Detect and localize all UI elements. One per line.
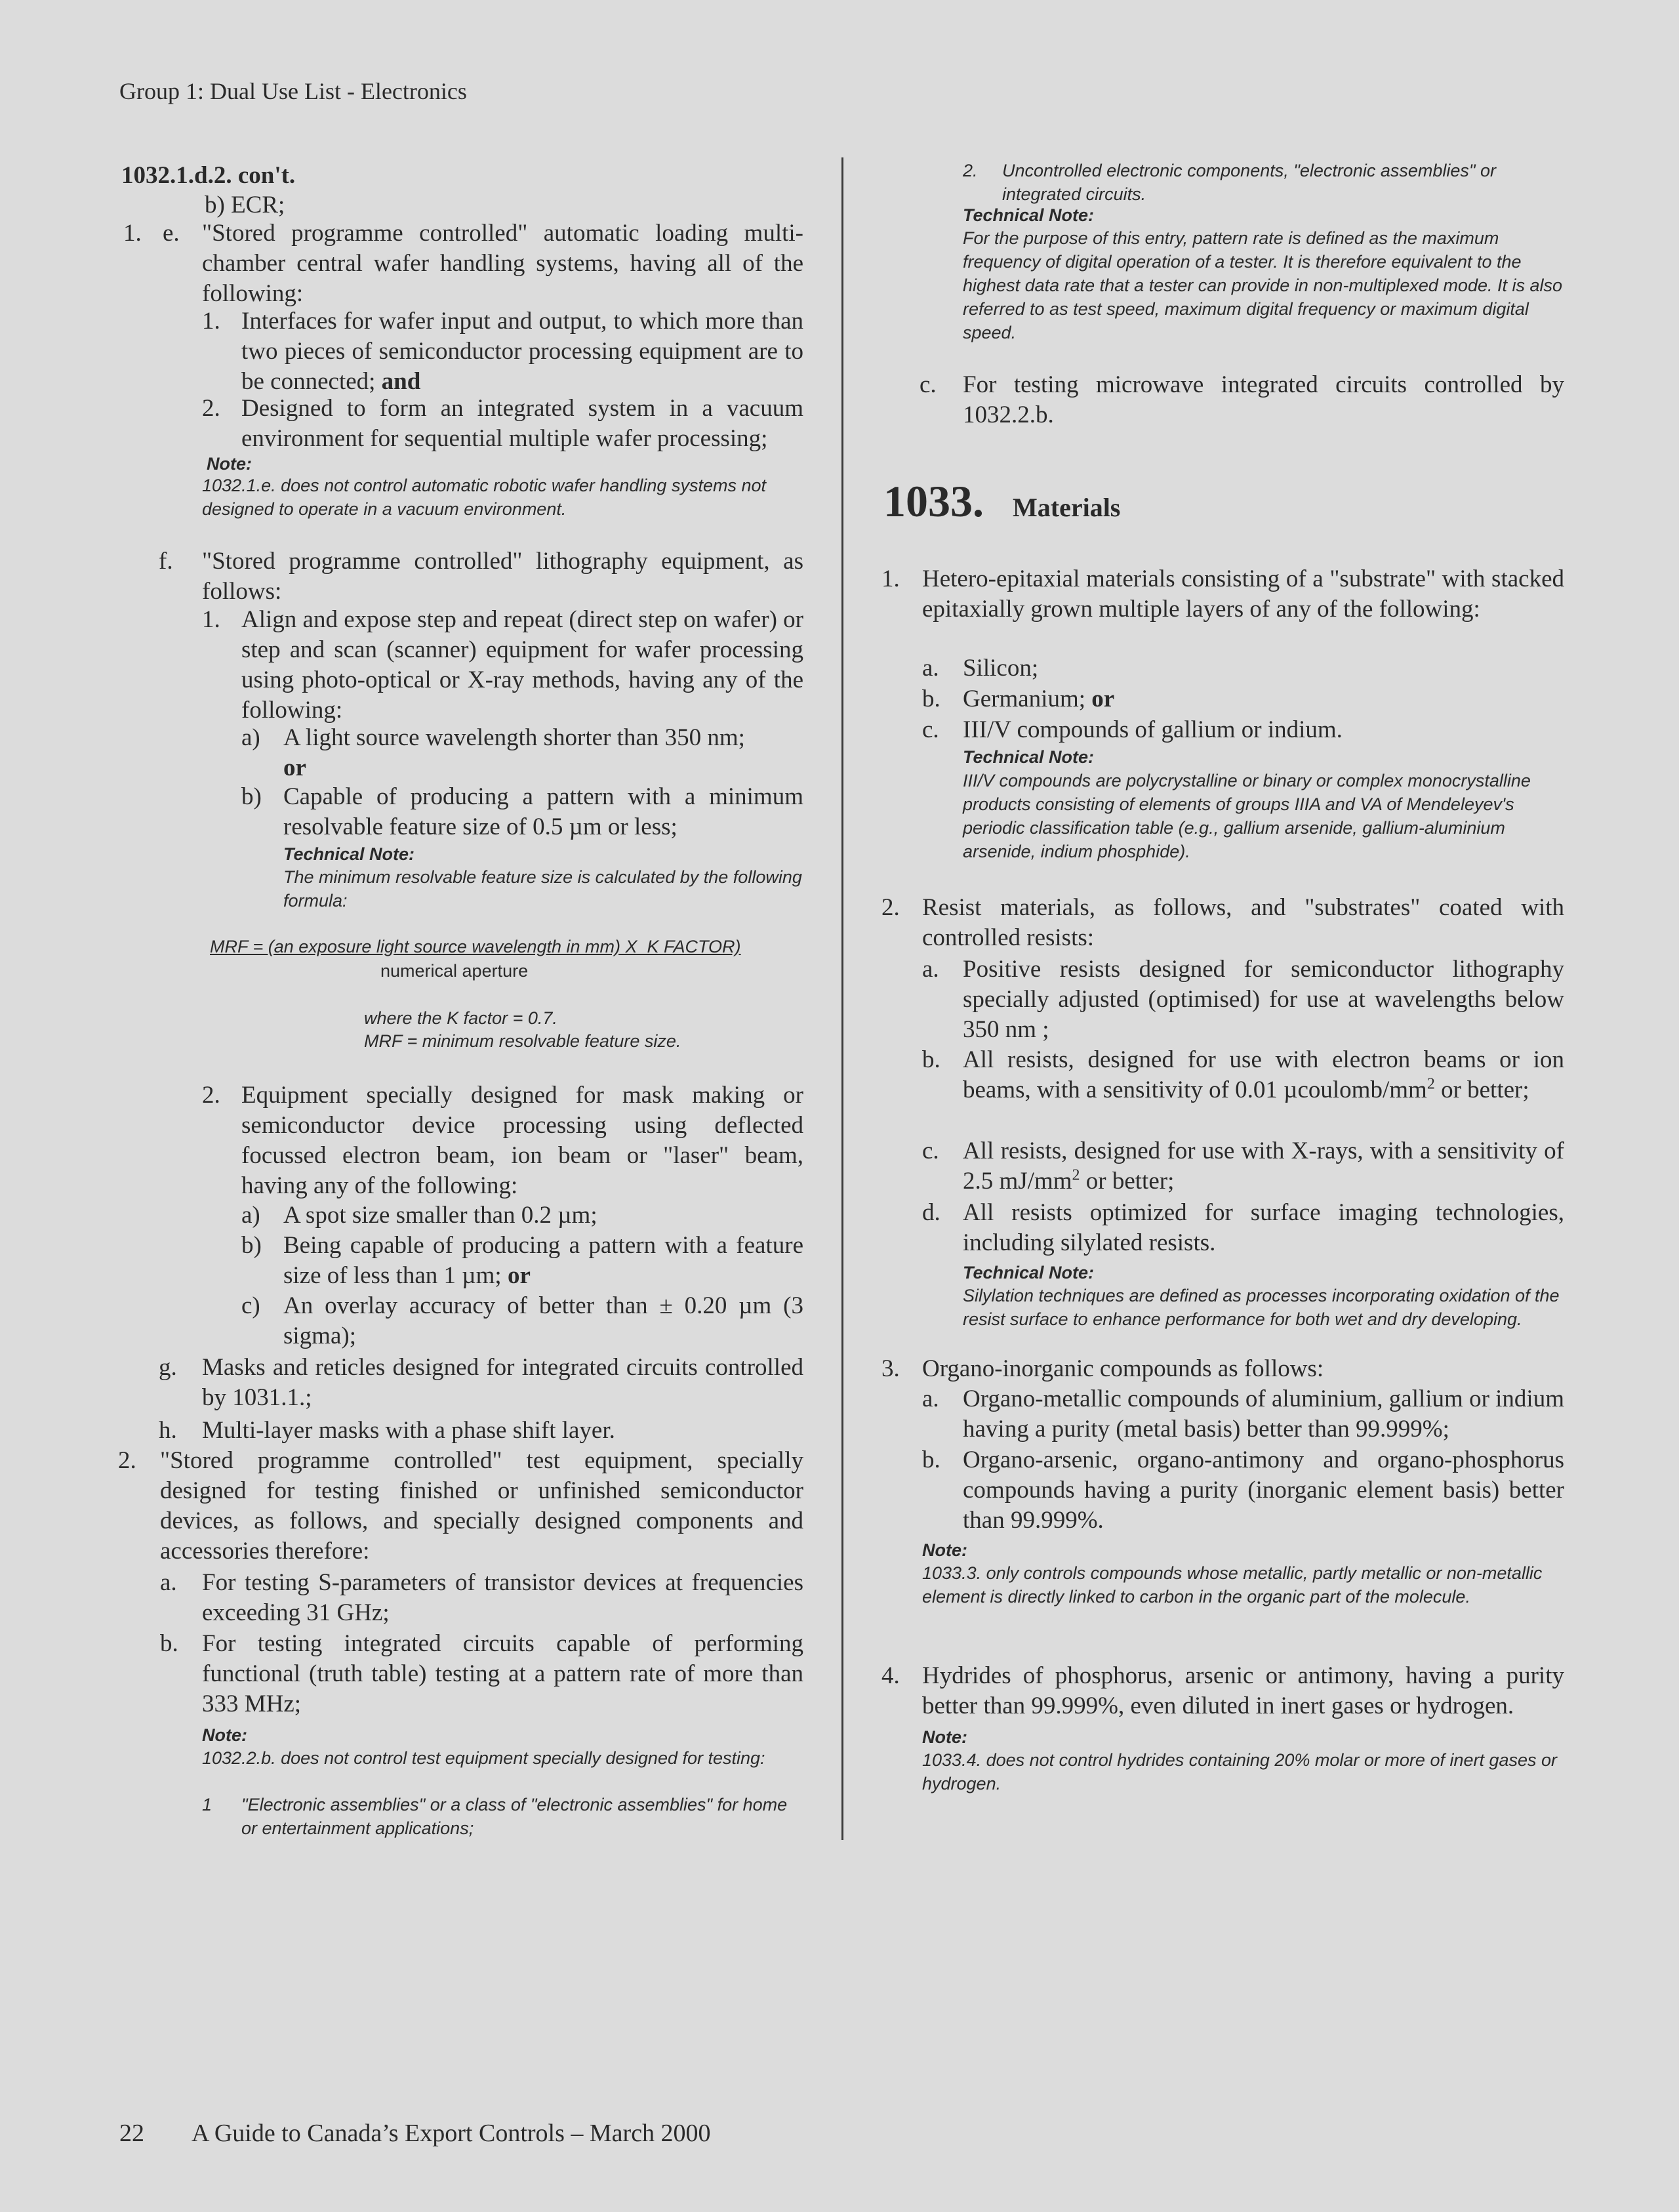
technical-note-text: Silylation techniques are defined as processes incorporating oxidation of the resist surface to enhance performance for both wet and dry developing. [963, 1286, 1560, 1329]
item-mark: a. [160, 1569, 177, 1596]
note-item-1 [202, 1793, 803, 1840]
technical-note-text: III/V compounds are polycrystalline or binary or complex monocrystalline products consisting of elements of groups IIIA and VA of Mendeleyev's periodic classification table (e.g., gallium arsenide, gallium-aluminium arsenide, indium phosphide). [963, 771, 1531, 861]
item-1f [159, 546, 803, 607]
item-mark: c. [920, 371, 937, 398]
material-2d [922, 1198, 1564, 1258]
note-text: 1032.1.e. does not control automatic robotic wafer handling systems not designed to operate in a vacuum environment. [202, 476, 766, 519]
item-mark: c. [922, 1137, 939, 1164]
item-text: For testing integrated circuits capable of performing functional (truth table) testing at a pattern rate of more than 333 MHz; [202, 1630, 803, 1717]
section-number: 1033. [883, 476, 984, 526]
item-mark: d. [922, 1199, 941, 1226]
connector-or: or [1091, 686, 1115, 712]
item-mark: 1. [202, 606, 220, 633]
item-mark: a. [922, 1385, 939, 1412]
item-tail: or better; [1085, 1168, 1175, 1195]
item-text: Equipment specially designed for mask making or semiconductor device processing using deflected focussed electron beam, ion beam or "laser" beam, having any of the following: [241, 1082, 803, 1199]
item-mark: 2. [118, 1447, 136, 1474]
item-text: Positive resists designed for semiconductor lithography specially adjusted (optimised) for use at wavelengths below 350 nm ; [963, 956, 1564, 1043]
item-1g [159, 1353, 803, 1413]
item-text: All resists optimized for surface imaging technologies, including silylated resists. [963, 1199, 1564, 1256]
technical-note-label: Technical Note: [283, 844, 415, 864]
item-mark: b) [241, 1232, 262, 1259]
item-mark: b. [922, 686, 941, 712]
item-2 [118, 1446, 803, 1567]
technical-note-text: For the purpose of this entry, pattern rate is defined as the maximum frequency of digital operation of a tester. It is therefore equivalent to the highest data rate that a tester can provide in non-multiplexed mode. It is also referred to as test speed, maximum digital frequency or maximum digital speed. [963, 228, 1563, 342]
item-text: "Stored programme controlled" test equipment, specially designed for testing finished or unfinished semiconductor devices, as follows, and specially designed components and accessories therefore: [160, 1447, 803, 1565]
item-text: All resists, designed for use with X-rays, with a sensitivity of 2.5 mJ/mm [963, 1137, 1564, 1195]
item-text: "Electronic assemblies" or a class of "electronic assemblies" for home or entertainment applications; [241, 1795, 788, 1838]
item-text: Capable of producing a pattern with a minimum resolvable feature size of 0.5 µm or less; [283, 783, 803, 840]
formula-where-k: where the K factor = 0.7. [364, 1008, 557, 1028]
item-text: "Stored programme controlled" lithography equipment, as follows: [202, 548, 803, 605]
superscript: 2 [1072, 1166, 1080, 1184]
item-text: For testing S-parameters of transistor devices at frequencies exceeding 31 GHz; [202, 1569, 803, 1626]
note-label: Note: [922, 1727, 967, 1747]
item-ecr [205, 190, 285, 220]
item-text: Organo-inorganic compounds as follows: [922, 1355, 1324, 1382]
note-item-2 [963, 159, 1564, 206]
item-text: Resist materials, as follows, and "substrates" coated with controlled resists: [922, 894, 1564, 951]
item-text: "Stored programme controlled" automatic loading multi-chamber central wafer handling systems, having all of the following: [202, 220, 803, 307]
material-3 [879, 1354, 1564, 1384]
technical-note-label: Technical Note: [963, 205, 1095, 225]
item-text: Hydrides of phosphorus, arsenic or antimony, having a purity better than 99.999%, even diluted in inert gases or hydrogen. [922, 1662, 1564, 1719]
material-1a [922, 653, 1564, 684]
item-1e-1 [202, 306, 803, 397]
formula-denominator: numerical aperture [380, 961, 529, 981]
connector-or: or [507, 1262, 531, 1289]
item-1f-1 [202, 605, 803, 726]
item-text: For testing microwave integrated circuits controlled by 1032.2.b. [963, 371, 1564, 428]
section-title: Materials [1013, 493, 1121, 522]
item-1f-2 [202, 1080, 803, 1201]
page-number: 22 [119, 2120, 144, 2147]
item-text: A light source wavelength shorter than 350 nm; [283, 724, 745, 751]
item-text: A spot size smaller than 0.2 µm; [283, 1202, 597, 1229]
material-2c [922, 1136, 1564, 1197]
technical-note-label: Technical Note: [963, 747, 1095, 767]
item-mark: g. [159, 1354, 177, 1381]
note-text: 1033.3. only controls compounds whose metallic, partly metallic or non-metallic element is directly linked to carbon in the organic part of the molecule. [922, 1563, 1543, 1607]
item-mark: h. [159, 1417, 177, 1444]
item-text: Designed to form an integrated system in a vacuum environment for sequential multiple wafer processing; [241, 395, 803, 452]
item-text: Multi-layer masks with a phase shift layer. [202, 1417, 615, 1444]
item-text: An overlay accuracy of better than ± 0.20 µm (3 sigma); [283, 1292, 803, 1349]
material-1b [922, 684, 1564, 714]
item-mark: b. [160, 1630, 178, 1657]
item-mark: b) [241, 783, 262, 810]
item-mark: a. [922, 655, 939, 682]
material-2a [922, 954, 1564, 1045]
item-mark: 3. [881, 1355, 900, 1382]
material-3a [922, 1384, 1564, 1444]
item-1f-2b [241, 1231, 803, 1291]
material-2 [879, 893, 1564, 953]
item-text: III/V compounds of gallium or indium. [963, 716, 1343, 743]
formula: MRF = (an exposure light source wavelength in mm) X K FACTOR) [210, 937, 741, 956]
item-mark: c) [241, 1292, 260, 1319]
item-mark: 4. [881, 1662, 900, 1689]
item-mark: f. [159, 548, 173, 575]
note-label: Note: [922, 1540, 967, 1560]
item-text: Germanium; [963, 686, 1086, 712]
item-text: ECR; [231, 192, 285, 218]
item-mark: b. [922, 1046, 941, 1073]
item-1h [159, 1416, 803, 1446]
item-text: Organo-metallic compounds of aluminium, gallium or indium having a purity (metal basis) better than 99.999%; [963, 1385, 1564, 1443]
material-1 [879, 564, 1564, 625]
item-mark: a. [922, 956, 939, 983]
item-1f-1b [241, 782, 803, 842]
continuation-heading: 1032.1.d.2. con't. [121, 162, 296, 189]
material-3b [922, 1445, 1564, 1536]
page-footer [119, 2119, 711, 2148]
item-mark: e. [163, 220, 180, 247]
item-mark: b. [922, 1446, 941, 1473]
note-label: Note: [207, 454, 252, 474]
material-1c [922, 715, 1564, 745]
material-2b [922, 1045, 1564, 1105]
technical-note-label: Technical Note: [963, 1263, 1095, 1282]
connector-and: and [381, 368, 421, 395]
item-mark: a) [241, 724, 260, 751]
item-text: All resists, designed for use with electron beams or ion beams, with a sensitivity of 0.01 µcoulomb/mm [963, 1046, 1564, 1103]
item-1e-2 [202, 394, 803, 454]
item-text: Silicon; [963, 655, 1039, 682]
page-header: Group 1: Dual Use List - Electronics [119, 78, 467, 104]
note-text: 1033.4. does not control hydrides containing 20% molar or more of inert gases or hydrogen. [922, 1750, 1558, 1793]
technical-note-text: The minimum resolvable feature size is calculated by the following formula: [283, 867, 802, 911]
item-1f-1a [241, 723, 803, 783]
item-tail: or better; [1441, 1076, 1529, 1103]
item-text: Being capable of producing a pattern with a feature size of less than 1 µm; [283, 1232, 803, 1289]
item-mark: 2. [202, 395, 220, 422]
item-mark: 2. [202, 1082, 220, 1109]
superscript: 2 [1426, 1075, 1435, 1093]
item-text: Interfaces for wafer input and output, to which more than two pieces of semiconductor processing equipment are to be connected; [241, 308, 803, 395]
item-mark: 2. [963, 161, 978, 180]
item-1f-2c [241, 1291, 803, 1351]
item-number: 1. [123, 220, 142, 247]
column-divider [841, 157, 843, 1840]
item-2c [920, 370, 1564, 430]
item-mark: a) [241, 1202, 260, 1229]
item-mark: 2. [881, 894, 900, 921]
item-mark: c. [922, 716, 939, 743]
item-text: Organo-arsenic, organo-antimony and organo-phosphorus compounds having a purity (inorganic element basis) better than 99.999%. [963, 1446, 1564, 1534]
item-1e [118, 218, 803, 309]
item-text: Masks and reticles designed for integrated circuits controlled by 1031.1.; [202, 1354, 803, 1411]
item-1f-2a [241, 1200, 803, 1231]
item-mark: b) [205, 192, 225, 218]
note-text: 1032.2.b. does not control test equipment specially designed for testing: [202, 1748, 765, 1768]
material-4 [879, 1661, 1564, 1721]
formula-where-mrf: MRF = minimum resolvable feature size. [364, 1031, 681, 1051]
section-heading [883, 476, 1120, 527]
item-text: Hetero-epitaxial materials consisting of a "substrate" with stacked epitaxially grown multiple layers of any of the following: [922, 565, 1564, 623]
item-mark: 1. [881, 565, 900, 592]
item-2b [160, 1629, 803, 1719]
item-2a [160, 1568, 803, 1628]
item-mark: 1. [202, 308, 220, 335]
item-mark: 1 [202, 1795, 212, 1814]
item-text: Align and expose step and repeat (direct step on wafer) or step and scan (scanner) equipment for wafer processing using photo-optical or X-ray methods, having any of the following: [241, 606, 803, 724]
connector-or: or [283, 754, 306, 781]
footer-title: A Guide to Canada’s Export Controls – March 2000 [192, 2120, 711, 2147]
note-label: Note: [202, 1725, 247, 1745]
item-text: Uncontrolled electronic components, "electronic assemblies" or integrated circuits. [1002, 161, 1497, 204]
